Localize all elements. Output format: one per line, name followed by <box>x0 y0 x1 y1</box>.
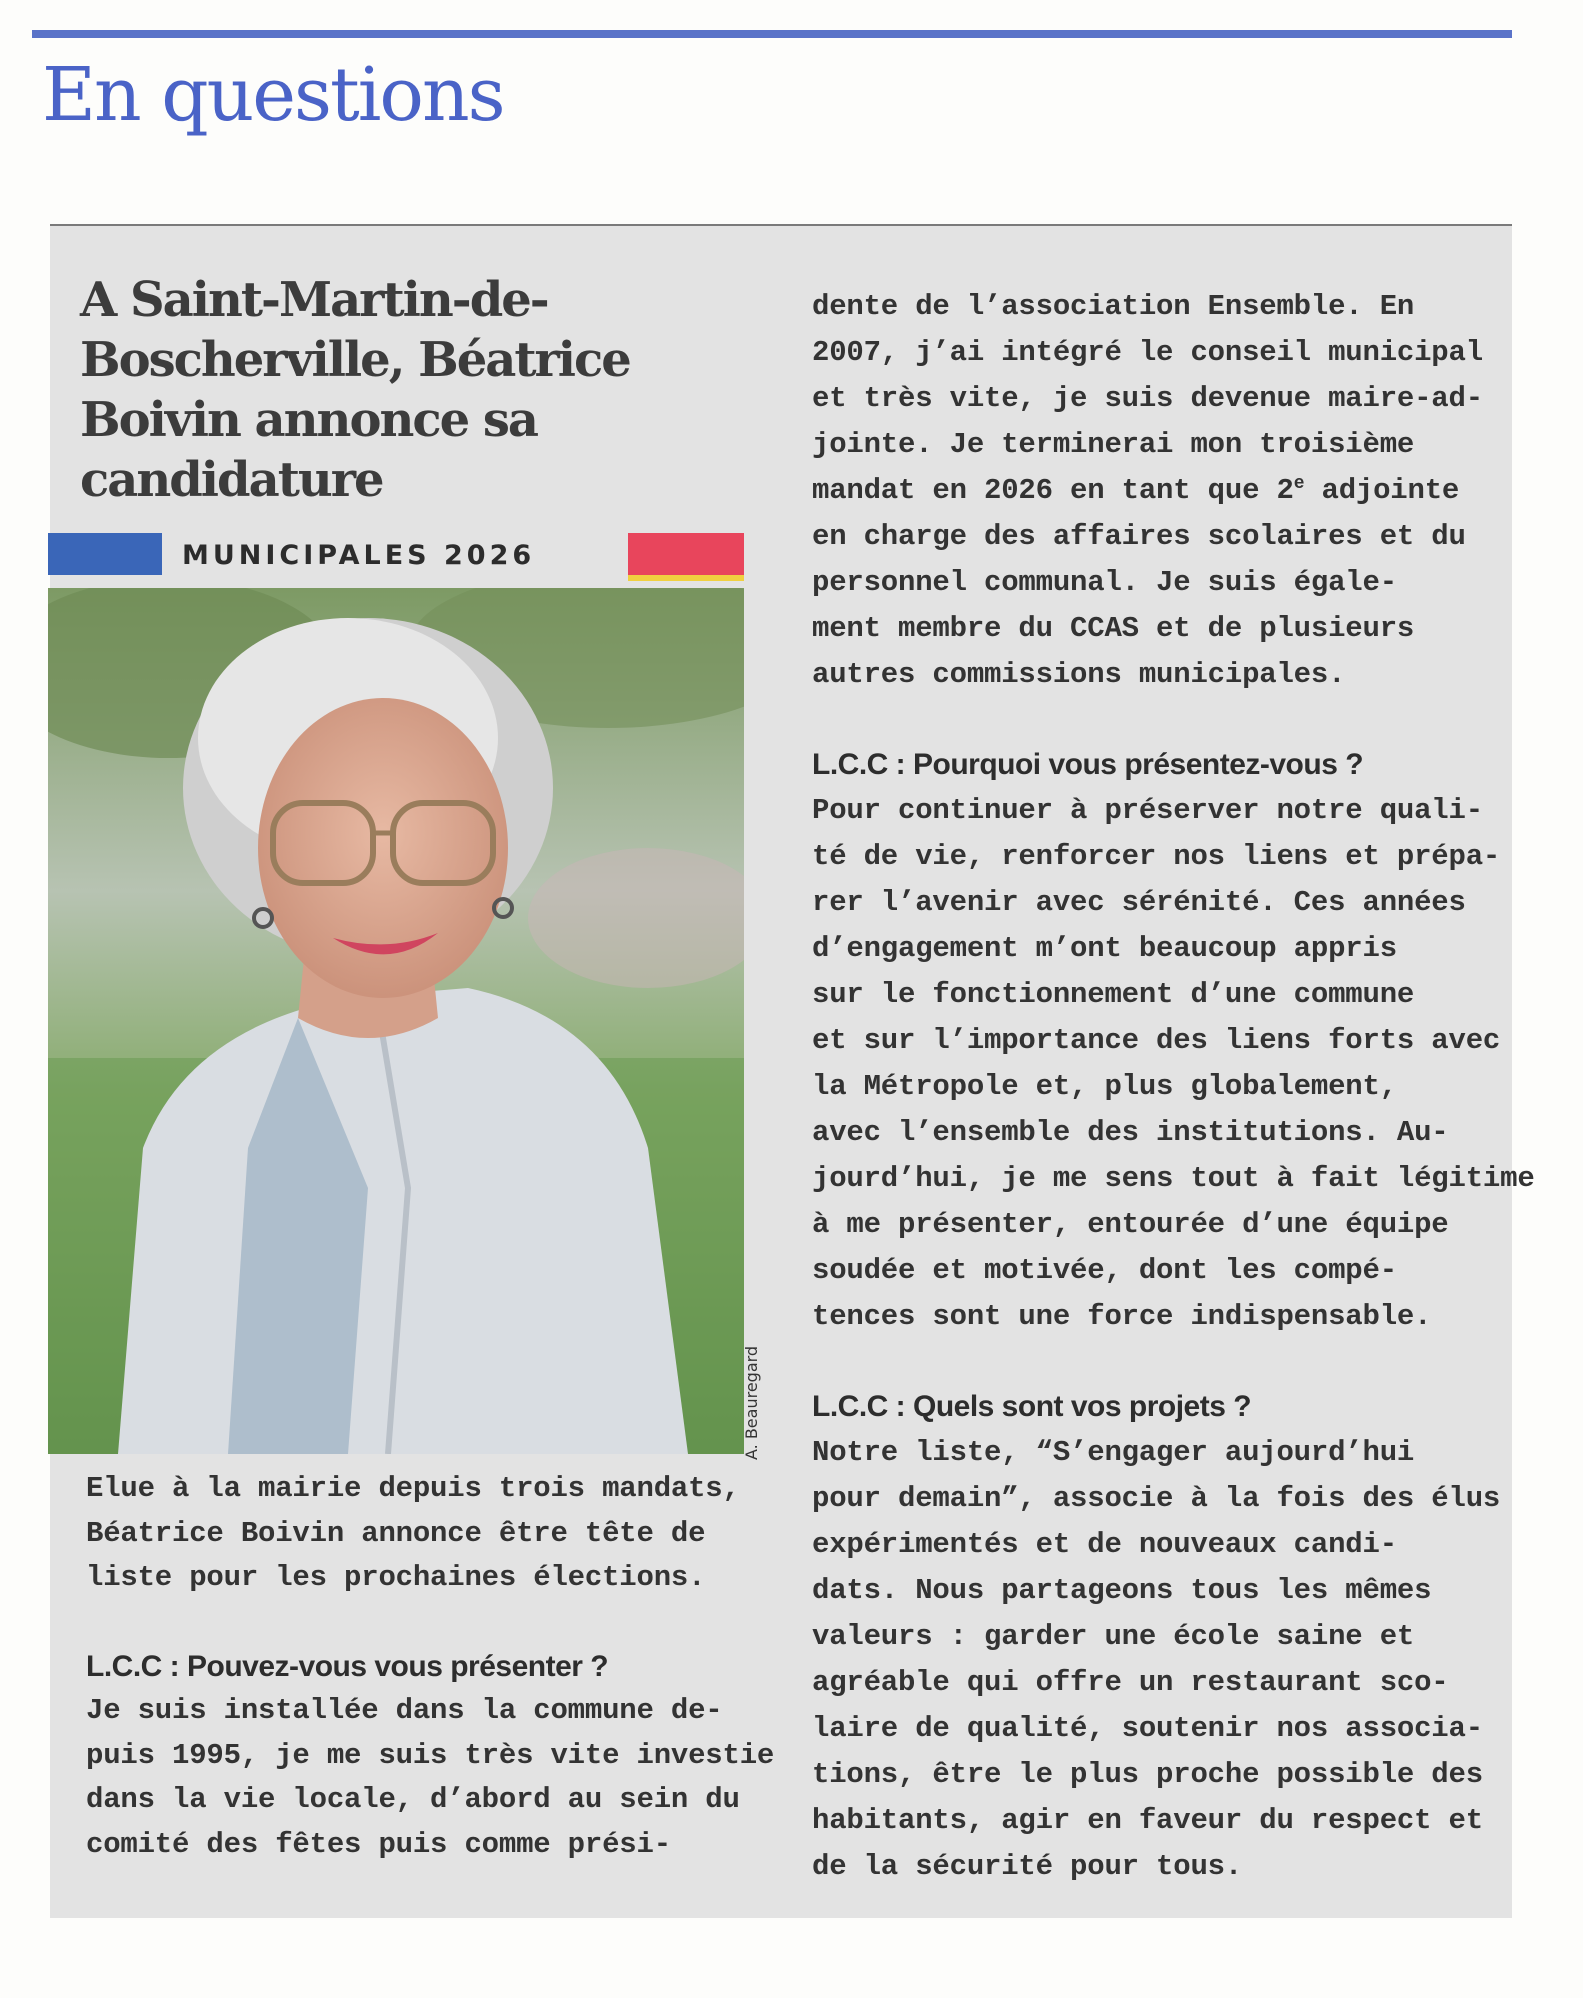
intro-line: Elue à la mairie depuis trois mandats, <box>86 1472 740 1505</box>
answer-line: té de vie, renforcer nos liens et prépa- <box>812 840 1501 873</box>
superscript: e <box>1293 474 1305 494</box>
answer-line: pour demain”, associe à la fois des élus <box>812 1482 1501 1515</box>
answer-line: Je suis installée dans la commune de- <box>86 1694 723 1727</box>
question-3: L.C.C : Quels sont vos projets ? <box>812 1390 1252 1423</box>
answer-line <box>812 468 1492 514</box>
top-rule <box>32 30 1512 38</box>
answer-line: jourd’hui, je me sens tout à fait légitime <box>812 1162 1535 1195</box>
answer-line: tions, être le plus proche possible des <box>812 1758 1483 1791</box>
answer-line: la Métropole et, plus globalement, <box>812 1070 1397 1103</box>
headline-line: candidature <box>80 452 383 508</box>
answer-line: jointe. Je terminerai mon troisième <box>812 428 1415 461</box>
intro-line: liste pour les prochaines élections. <box>86 1561 706 1594</box>
answer-line: dats. Nous partageons tous les mêmes <box>812 1574 1432 1607</box>
headline <box>80 270 720 510</box>
kicker-bar-blue <box>48 533 162 575</box>
intro-line: Béatrice Boivin annonce être tête de <box>86 1516 706 1550</box>
answer-line: rer l’avenir avec sérénité. Ces années <box>812 886 1466 919</box>
answer-line: valeurs : garder une école saine et <box>812 1620 1415 1653</box>
answer-line: dans la vie locale, d’abord au sein du <box>86 1783 740 1816</box>
answer-line: et très vite, je suis devenue maire-ad- <box>812 382 1483 415</box>
answer-line: 2007, j’ai intégré le conseil municipal <box>812 336 1483 369</box>
question-1: L.C.C : Pouvez-vous vous présenter ? <box>86 1649 609 1683</box>
answer-line: d’engagement m’ont beaucoup appris <box>812 932 1397 965</box>
kicker-label: MUNICIPALES 2026 <box>182 540 536 571</box>
answer-text: mandat en 2026 en tant que 2 <box>812 474 1294 507</box>
kicker-bar-red <box>628 533 744 581</box>
answer-line: autres commissions municipales. <box>812 658 1346 691</box>
answer-line: habitants, agir en faveur du respect et <box>812 1804 1483 1837</box>
answer-line: dente de l’association Ensemble. En <box>812 290 1415 323</box>
portrait-photo <box>48 588 744 1454</box>
headline-line: Boivin annonce sa <box>80 392 537 448</box>
answer-line: sur le fonctionnement d’une commune <box>812 978 1415 1011</box>
answer-line: tences sont une force indispensable. <box>812 1300 1432 1333</box>
right-column <box>812 284 1535 1890</box>
answer-line: Notre liste, “S’engager aujourd’hui <box>812 1436 1415 1469</box>
answer-line: puis 1995, je me suis très vite investie <box>86 1738 775 1772</box>
answer-line: soudée et motivée, dont les compé- <box>812 1254 1397 1287</box>
answer-line: à me présenter, entourée d’une équipe <box>812 1208 1449 1241</box>
question-2: L.C.C : Pourquoi vous présentez-vous ? <box>812 748 1364 781</box>
answer-line: laire de qualité, soutenir nos associa- <box>812 1712 1483 1745</box>
section-title: En questions <box>42 52 504 138</box>
answer-text: adjointe <box>1304 474 1460 507</box>
answer-line: comité des fêtes puis comme prési- <box>86 1827 671 1861</box>
answer-line: en charge des affaires scolaires et du <box>812 520 1466 553</box>
portrait-illustration <box>48 588 744 1454</box>
answer-line: et sur l’importance des liens forts avec <box>812 1024 1501 1057</box>
answer-line: avec l’ensemble des institutions. Au- <box>812 1116 1449 1149</box>
headline-line: A Saint-Martin-de- <box>80 272 548 328</box>
answer-line: personnel communal. Je suis égale- <box>812 566 1397 599</box>
answer-line: expérimentés et de nouveaux candi- <box>812 1528 1397 1561</box>
answer-line: Pour continuer à préserver notre quali- <box>812 794 1483 827</box>
answer-line: de la sécurité pour tous. <box>812 1850 1243 1883</box>
photo-credit <box>742 1420 761 1460</box>
answer-line: ment membre du CCAS et de plusieurs <box>812 612 1415 645</box>
answer-line: agréable qui offre un restaurant sco- <box>812 1666 1449 1699</box>
headline-line: Boscherville, Béatrice <box>80 332 630 388</box>
left-column <box>86 1467 775 1867</box>
